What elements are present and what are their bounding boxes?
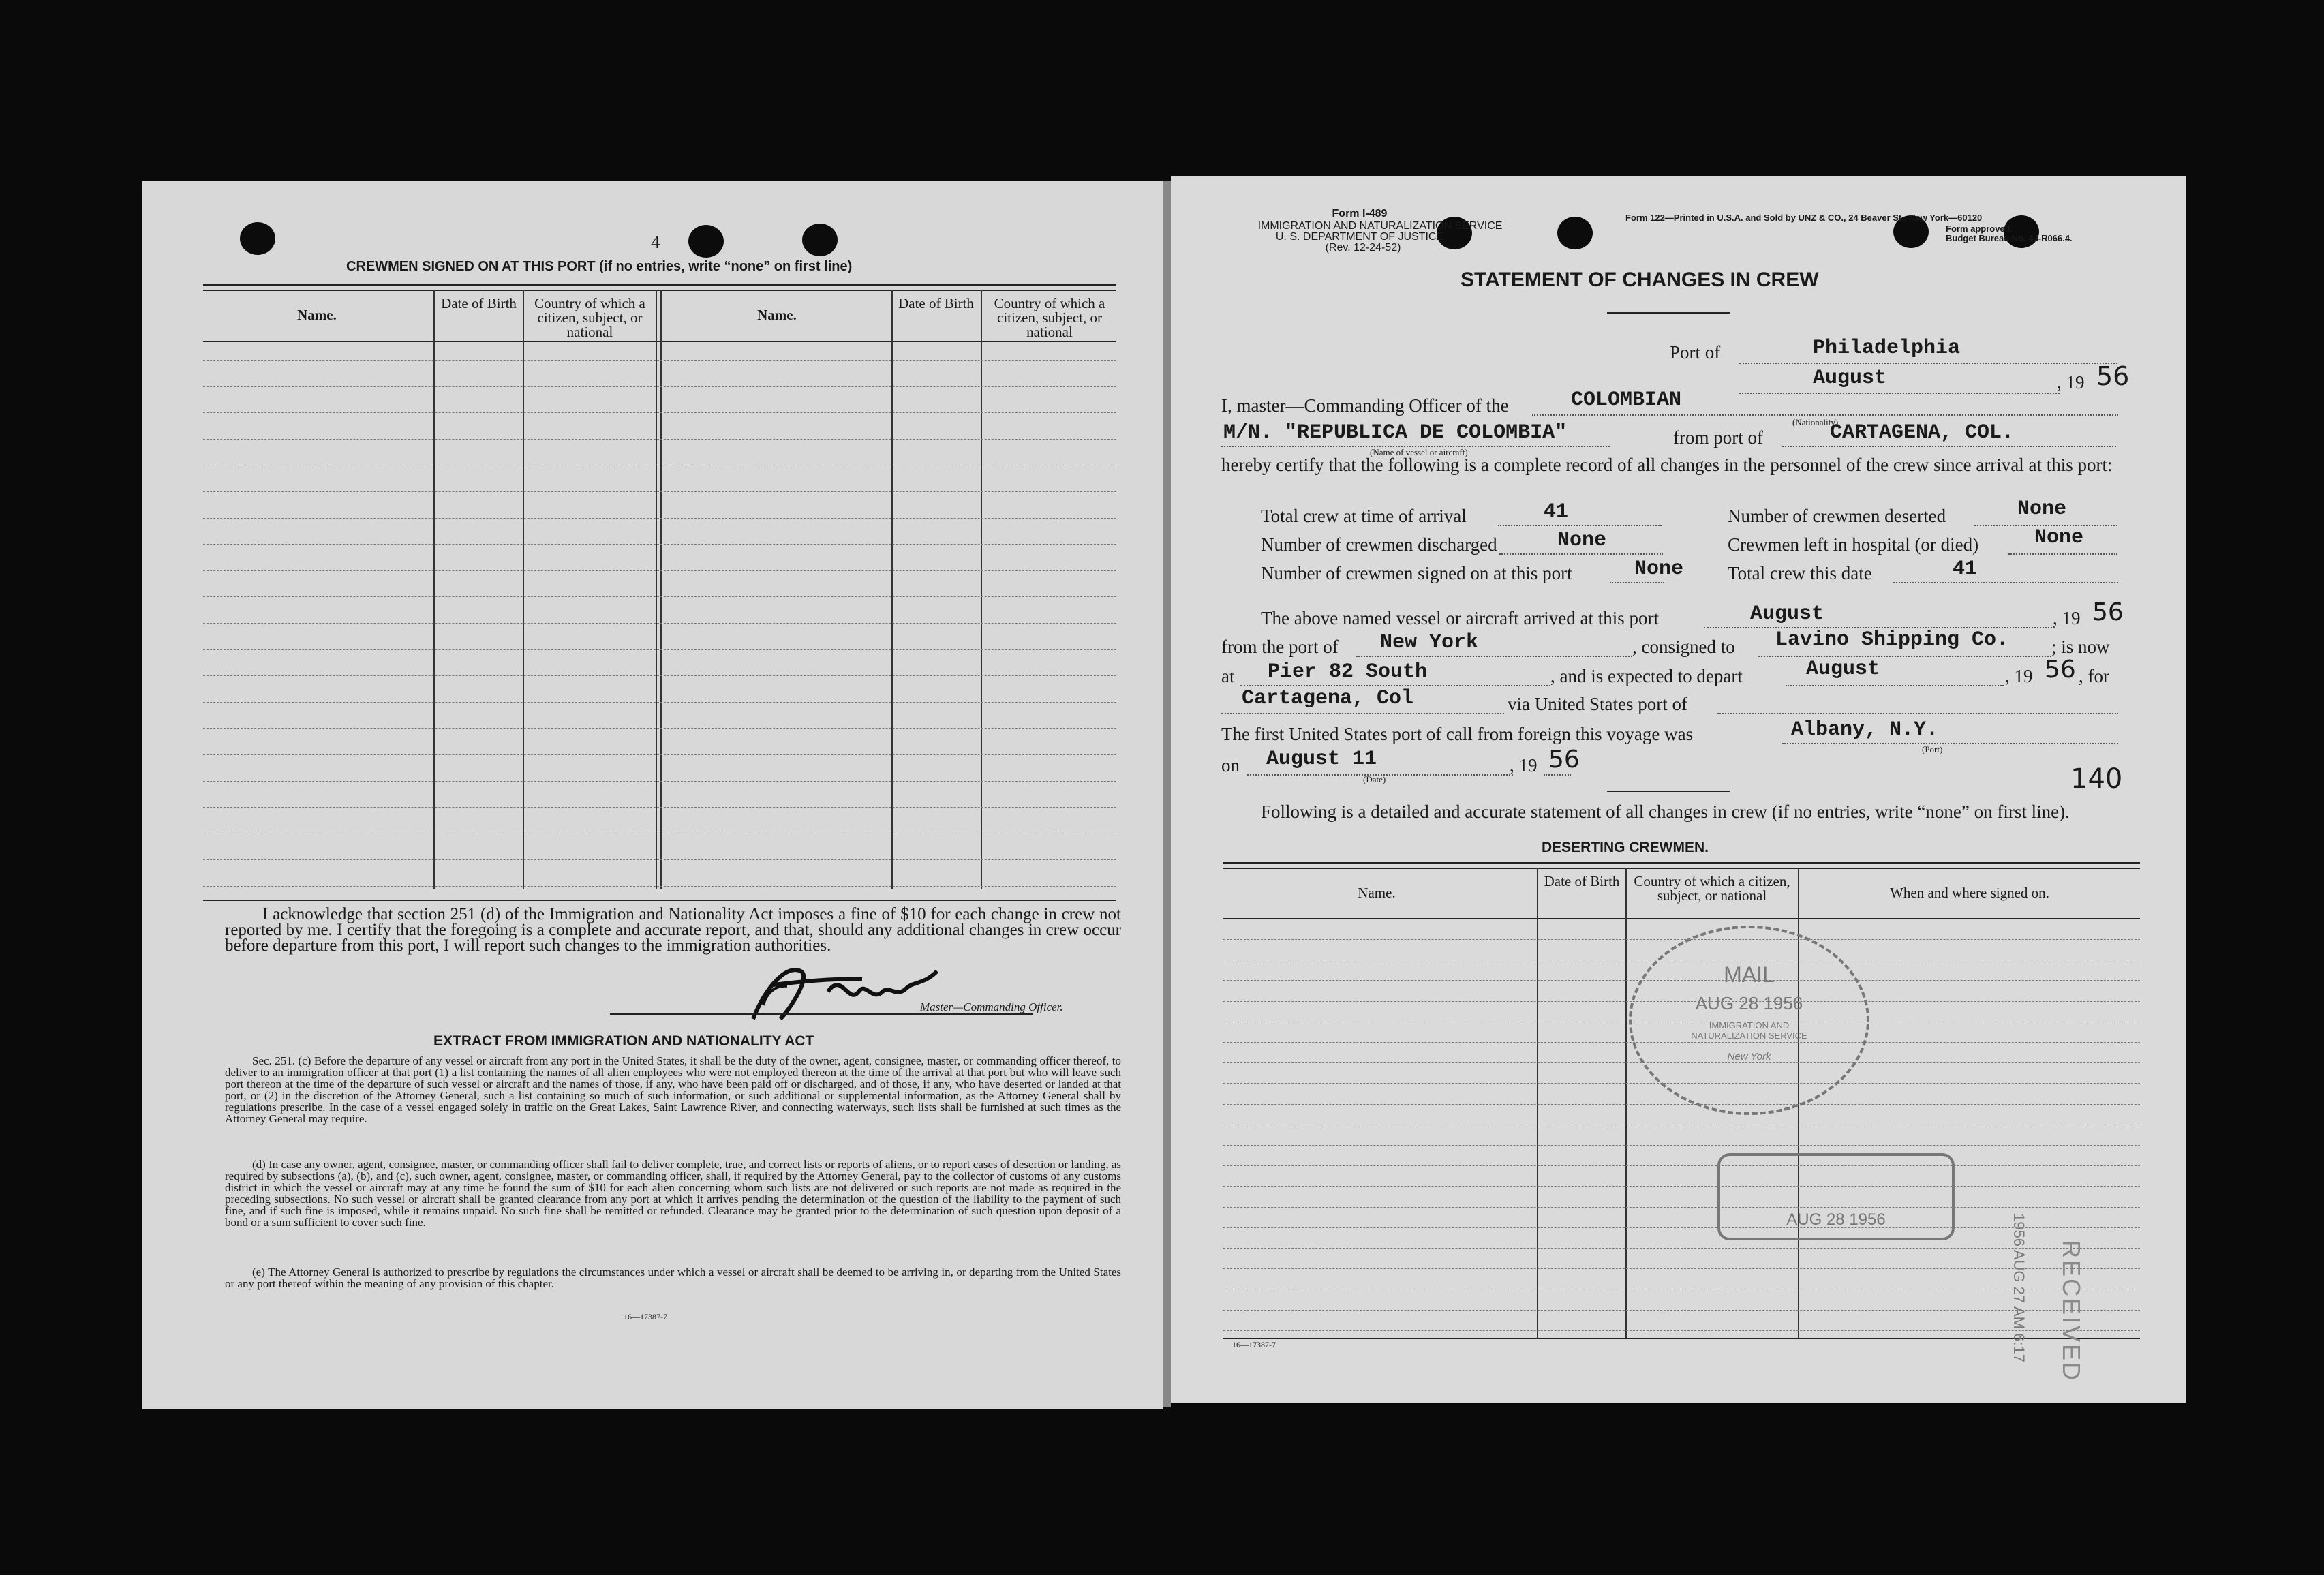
section-e-text: (e) The Attorney General is authorized to prescribe by regulations the circumstances under which a vessel or aircraft shall be deemed to be arriving in, or departing from the United States or any port thereof within the meaning of any provision of this chapter. <box>225 1266 1121 1290</box>
table-row-line <box>203 386 1116 387</box>
rule <box>1223 868 2140 869</box>
signature-caption: Master—Commanding Officer. <box>920 1000 1063 1013</box>
col-header-country: Country of which a citizen, subject, or national <box>534 295 645 340</box>
fill-line <box>1356 656 1632 657</box>
table-row-line <box>1223 1248 2140 1249</box>
table-row-line <box>203 544 1116 545</box>
fill-line <box>1739 363 2117 364</box>
table-row-line <box>1223 1207 2140 1208</box>
table-row-line <box>203 859 1116 860</box>
on-caption: (Date) <box>1363 774 1386 784</box>
fill-line <box>1498 525 1662 526</box>
fill-line <box>1532 414 2118 416</box>
punch-hole <box>240 222 275 255</box>
desert-col-signed: When and where signed on. <box>1890 885 2049 901</box>
discharged-label: Number of crewmen discharged <box>1261 534 1497 555</box>
fill-line <box>1717 713 2118 714</box>
rule <box>203 900 1116 901</box>
arrived-year-prefix: , 19 <box>2053 608 2081 628</box>
on-label: on <box>1221 755 1240 776</box>
master-signature <box>726 944 944 1033</box>
form-title: STATEMENT OF CHANGES IN CREW <box>1461 269 1819 291</box>
total-arrival-label: Total crew at time of arrival <box>1261 506 1467 526</box>
budget-bureau: Budget Bureau No. 43-R066.4. <box>1946 233 2073 243</box>
mail-stamp-city: New York <box>1727 1051 1771 1062</box>
section-c-text: Sec. 251. (c) Before the departure of any vessel or aircraft from any port in the United States, it shall be the duty of the owner, agent, consignee, master, or commanding officer thereof, to deliver to an immigration officer at that port (1) a list containing the names of all alien employees who were not employed thereon at the time of the arrival at that port but who will leave such port thereon at the time of the departure of such vessel or aircraft and the names of those, if any, who have been paid off or discharged, and of those, if any, who have deserted or landed at that port, or (2) in the discretion of the Attorney General, such a list containing so much of such information, or such additional or supplemental information, as the Attorney General shall by regulations prescribe. In the case of a vessel engaged solely in traffic on the Great Lakes, Saint Lawrence River, and connecting waterways, such lists shall be furnished at such times as the Attorney General may require. <box>225 1054 1121 1125</box>
fill-line <box>1739 393 2060 394</box>
depart-value: August <box>1806 658 1880 681</box>
print-code: 16—17387-7 <box>624 1312 667 1321</box>
table-row-line <box>1223 939 2140 940</box>
fill-line <box>1240 685 1550 686</box>
form-approved: Form approved. <box>1946 224 2013 234</box>
total-date-label: Total crew this date <box>1728 563 1872 583</box>
table-row-line <box>203 675 1116 676</box>
handwritten-number: 140 <box>2070 763 2123 795</box>
col-header-country: Country of which a citizen, subject, or national <box>994 295 1105 340</box>
mail-stamp-org: IMMIGRATION AND NATURALIZATION SERVICE <box>1691 1020 1807 1041</box>
total-date-value: 41 <box>1953 557 1978 581</box>
at-label: at <box>1221 666 1235 686</box>
first-port-value: Albany, N.Y. <box>1791 718 1939 741</box>
table-row-line <box>1223 1310 2140 1311</box>
fill-line <box>2008 553 2117 555</box>
from-the-port-label: from the port of <box>1221 637 1339 657</box>
col-header-name: Name. <box>757 307 797 323</box>
from-port-label: from port of <box>1673 427 1763 448</box>
col-header-dob: Date of Birth <box>441 295 517 311</box>
following-text: Following is a detailed and accurate statement of all changes in crew (if no entries, write “none” on first line). <box>1261 801 2070 822</box>
via-label: via United States port of <box>1508 694 1687 714</box>
fill-line <box>1782 743 2118 744</box>
rule <box>203 290 1116 291</box>
fill-line <box>1544 774 1571 776</box>
mail-stamp <box>1629 926 1869 1115</box>
arrived-value: August <box>1750 602 1824 626</box>
port-label: Port of <box>1670 342 1721 363</box>
fill-line <box>1499 553 1663 555</box>
for-value: Cartagena, Col <box>1242 687 1414 710</box>
column-divider <box>433 290 435 889</box>
hospital-label: Crewmen left in hospital (or died) <box>1728 534 1979 555</box>
rule <box>1223 862 2140 864</box>
column-divider <box>523 290 524 889</box>
table-row-line <box>1223 1268 2140 1269</box>
port-value: Philadelphia <box>1813 337 1961 360</box>
table-row-line <box>203 412 1116 413</box>
fill-line <box>1782 446 2116 447</box>
table-row-line <box>1223 1145 2140 1146</box>
fill-line <box>1610 582 1664 583</box>
arrived-label: The above named vessel or aircraft arrived at this port <box>1261 608 1660 628</box>
consigned-value: Lavino Shipping Co. <box>1775 628 2009 652</box>
fill-line <box>1893 582 2118 583</box>
section-d-text: (d) In case any owner, agent, consignee, master, or commanding officer shall fail to deliver complete, true, and correct lists or reports of aliens, or to report cases of desertion or landing, as required by subsections (a), (b), and (c), such owner, agent, consignee, master, or commanding officer, shall, if required by the Attorney General, pay to the collector of customs of any customs district in which the vessel or aircraft may at any time be found the sum of $10 for each alien concerning whom such lists are not delivered or such reports are not made as required in the preceding subsections. No such vessel or aircraft shall be granted clearance from any port at which it arrives pending the determination of the question of the liability to the payment of such fine, and if such fine is imposed, while it remains unpaid. No such fine shall be remitted or refunded. Clearance may be granted prior to the determination of such question upon deposit of a bond or a sum sufficient to cover such fine. <box>225 1158 1121 1229</box>
first-port-caption: (Port) <box>1922 744 1943 754</box>
at-value: Pier 82 South <box>1268 660 1428 684</box>
on-value: August 11 <box>1266 748 1377 771</box>
column-divider <box>1537 868 1538 1338</box>
table-row-line <box>1223 1186 2140 1187</box>
deserted-label: Number of crewmen deserted <box>1728 506 1946 526</box>
col-header-name: Name. <box>297 307 337 323</box>
signed-on-value: None <box>1634 557 1684 581</box>
table-row-line <box>203 439 1116 440</box>
table-row-line <box>203 518 1116 519</box>
year-prefix: , 19 <box>2057 372 2085 393</box>
received-stamp-label: RECEIVED <box>2058 1240 2085 1383</box>
nationality-caption: (Nationality) <box>1792 417 1839 427</box>
table-row-line <box>203 886 1116 887</box>
right-print-code: 16—17387-7 <box>1232 1340 1276 1349</box>
rule <box>203 341 1116 342</box>
desert-col-name: Name. <box>1358 885 1396 901</box>
hospital-value: None <box>2034 526 2084 549</box>
page-number: 4 <box>651 232 660 252</box>
table-row-line <box>203 623 1116 624</box>
page-fold <box>1163 181 1171 1407</box>
table-row-line <box>203 781 1116 782</box>
on-year-prefix: , 19 <box>1510 755 1538 776</box>
table-row-line <box>203 570 1116 571</box>
total-arrival-value: 41 <box>1544 500 1569 523</box>
table-row-line <box>1223 1330 2140 1331</box>
vessel-value: M/N. "REPUBLICA DE COLOMBIA" <box>1223 421 1568 444</box>
date-value: August <box>1813 367 1887 390</box>
column-divider <box>1625 868 1627 1338</box>
rule <box>203 284 1116 286</box>
left-table-title: CREWMEN SIGNED ON AT THIS PORT (if no entries, write “none” on first line) <box>346 259 853 274</box>
rule <box>1223 1338 2140 1339</box>
received-stamp <box>2057 1240 2085 1382</box>
column-divider <box>981 290 982 889</box>
mail-stamp-label: MAIL <box>1724 962 1775 987</box>
table-row-line <box>203 702 1116 703</box>
discharged-value: None <box>1557 529 1607 552</box>
from-the-port-value: New York <box>1380 631 1479 654</box>
punch-hole <box>688 225 724 258</box>
deserted-value: None <box>2017 498 2067 521</box>
is-now-label: ; is now <box>2051 637 2110 657</box>
table-row-line <box>203 596 1116 597</box>
revision-date: (Rev. 12-24-52) <box>1325 242 1401 254</box>
nationality-value: COLOMBIAN <box>1571 388 1682 412</box>
vessel-caption: (Name of vessel or aircraft) <box>1370 447 1468 457</box>
table-row-line <box>1223 1104 2140 1105</box>
from-port-value: CARTAGENA, COL. <box>1830 421 2015 444</box>
table-row-line <box>1223 1227 2140 1228</box>
punch-hole <box>1557 217 1593 249</box>
desert-col-country: Country of which a citizen, subject, or national <box>1634 873 1790 904</box>
table-row-line <box>203 807 1116 808</box>
on-year: 56 <box>1548 746 1580 774</box>
depart-label: , and is expected to depart <box>1550 666 1743 686</box>
deserting-title: DESERTING CREWMEN. <box>1542 840 1709 855</box>
department-name: U. S. DEPARTMENT OF JUSTICE <box>1275 231 1444 243</box>
rule <box>1607 312 1730 314</box>
fill-line <box>1786 685 2004 686</box>
agency-name: IMMIGRATION AND NATURALIZATION SERVICE <box>1257 220 1503 232</box>
fill-line <box>1221 713 1504 714</box>
date-box-stamp <box>1717 1153 1955 1240</box>
form-number: Form I-489 <box>1332 208 1388 219</box>
table-row-line <box>1223 1165 2140 1166</box>
table-row-line <box>203 491 1116 492</box>
rule <box>1607 791 1730 792</box>
table-row-line <box>203 728 1116 729</box>
table-row-line <box>203 649 1116 650</box>
column-divider <box>891 290 893 889</box>
consigned-label: , consigned to <box>1632 637 1735 657</box>
column-divider <box>660 290 662 889</box>
fill-line <box>1758 656 2051 657</box>
date-box-stamp-date: AUG 28 1956 <box>1786 1210 1886 1229</box>
table-row-line <box>203 754 1116 755</box>
arrived-year: 56 <box>2092 598 2124 626</box>
extract-title: EXTRACT FROM IMMIGRATION AND NATIONALITY ACT <box>433 1033 814 1049</box>
rule <box>1223 918 2140 919</box>
punch-hole <box>802 224 838 256</box>
first-port-label: The first United States port of call from foreign this voyage was <box>1221 724 1694 744</box>
mail-stamp-date: AUG 28 1956 <box>1695 993 1803 1013</box>
signed-on-label: Number of crewmen signed on at this port <box>1261 563 1572 583</box>
received-stamp-time: 1956 AUG 27 AM 6:17 <box>2010 1213 2028 1362</box>
year-value: 56 <box>2096 361 2130 391</box>
table-row-line <box>203 360 1116 361</box>
acknowledgement-text: I acknowledge that section 251 (d) of the Immigration and Nationality Act imposes a fine of $10 for each change in crew not reported by me. I certify that the foregoing is a complete and accurate report, and that, should any additional changes in crew occur before departure from this port, I will report such changes to the immigration authorities. <box>225 905 1121 955</box>
column-divider <box>656 290 657 889</box>
master-label: I, master—Commanding Officer of the <box>1221 395 1509 416</box>
desert-col-dob: Date of Birth <box>1544 873 1620 889</box>
printer-note: Form 122—Printed in U.S.A. and Sold by UNZ & CO., 24 Beaver St., New York—60120 <box>1625 213 1983 223</box>
depart-year: 56 <box>2045 656 2076 684</box>
col-header-dob: Date of Birth <box>898 295 974 311</box>
certify-text: hereby certify that the following is a complete record of all changes in the personnel of the crew since arrival at this port: <box>1221 455 2113 475</box>
for-label: , for <box>2079 666 2109 686</box>
depart-year-prefix: , 19 <box>2005 666 2033 686</box>
